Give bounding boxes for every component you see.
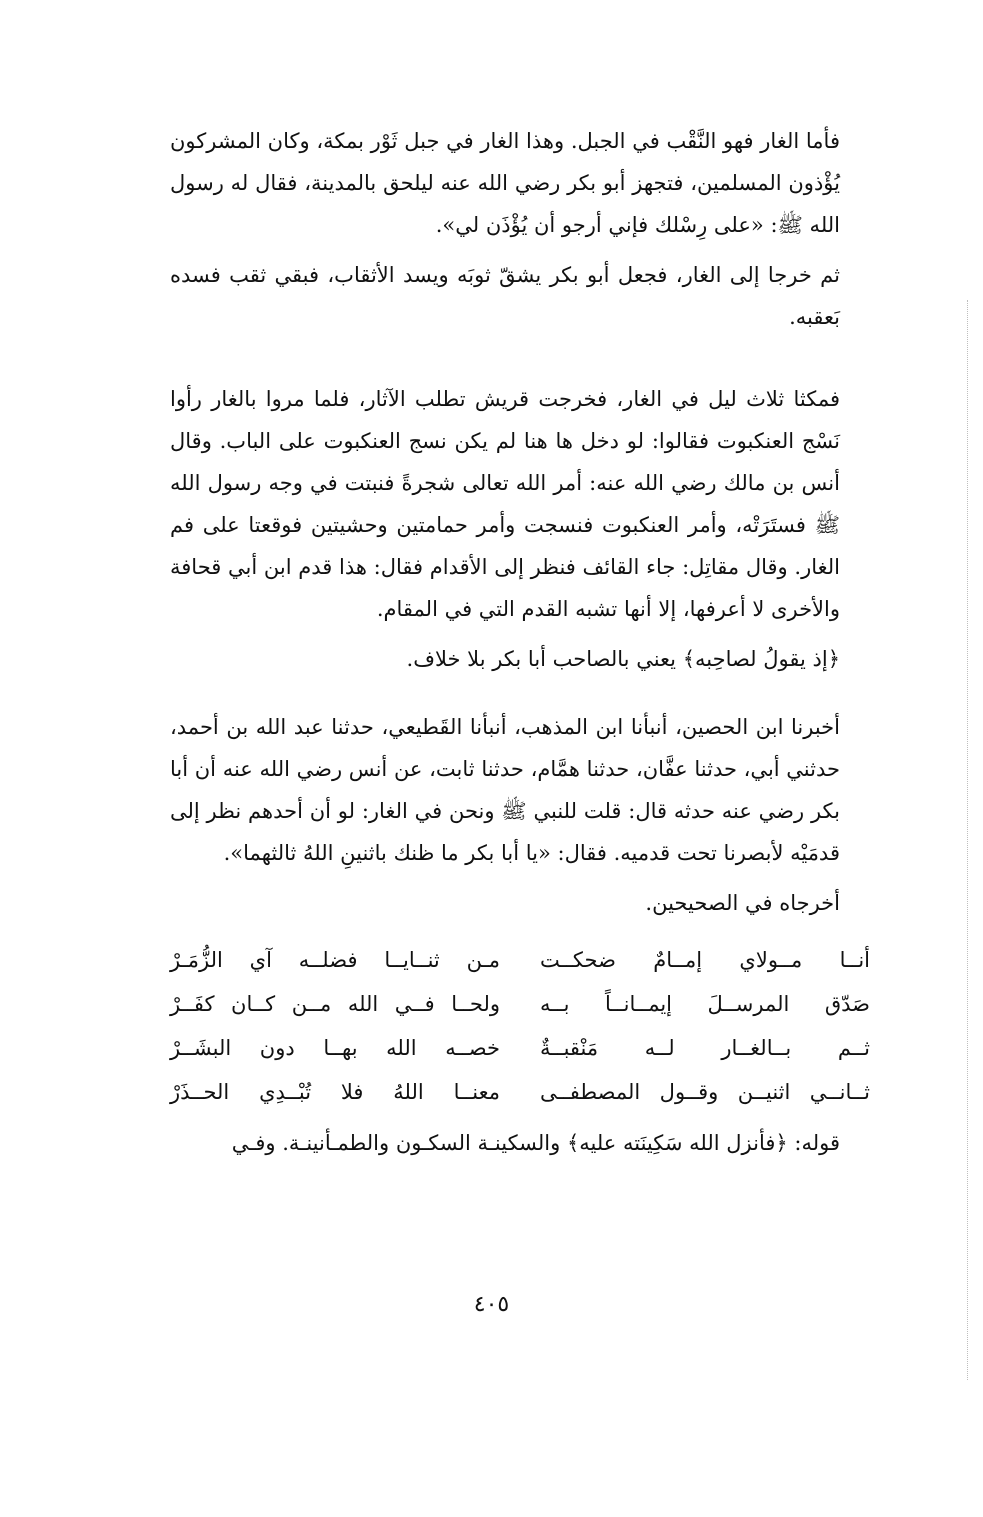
- spacer: [170, 338, 870, 378]
- verse-second-hemistich: معنــا اللهُ فلا تُبْــدِي الحــذَرْ: [170, 1080, 500, 1104]
- verse-row: [170, 1070, 870, 1114]
- spacer: [170, 680, 870, 706]
- verse-second-hemistich: خصــه الله بهــا دون البشَــرْ: [170, 1036, 500, 1060]
- spacer: [170, 874, 870, 882]
- spacer: [170, 246, 870, 254]
- poem-verses: [170, 938, 870, 1114]
- paragraph-leaving-to-cave: ثم خرجا إلى الغار، فجعل أبو بكر يشقّ ثوبَه ويسد الأثقاب، فبقي ثقب فسده بَعقبه.: [170, 263, 840, 329]
- paragraph-cave-description: فأما الغار فهو النَّقْب في الجبل. وهذا الغار في جبل ثَوْر بمكة، وكان المشركون يُؤْذون المسلمين، فتجهز أبو بكر رضي الله عنه ليلحق بالمدينة، فقال له رسول الله ﷺ: «على رِسْلك فإني أرجو أن يُؤْذَن لي».: [170, 129, 840, 237]
- page-body: [170, 120, 870, 1164]
- paragraph-quran-verse: ﴿إذ يقولُ لصاحِبه﴾ يعني بالصاحب أبا بكر بلا خلاف.: [406, 647, 840, 671]
- verse-first-hemistich: أنــا مــولاي إمــامٌ ضحكــت: [540, 948, 870, 972]
- verse-row: [170, 1026, 870, 1070]
- paragraph-sahihain: أخرجاه في الصحيحين.: [645, 891, 840, 915]
- scan-edge-line: [967, 300, 968, 1380]
- paragraph-three-nights: فمكثا ثلاث ليل في الغار، فخرجت قريش تطلب الآثار، فلما مروا بالغار رأوا نَسْج العنكبوت فقالوا: لو دخل ها هنا لم يكن نسج العنكبوت على الباب. وقال أنس بن مالك رضي الله عنه: أمر الله تعالى شجرةً فنبتت في وجه رسول الله ﷺ فستَرَتْه، وأمر العنكبوت فنسجت وأمر حمامتين وحشيتين فوقعتا على فم الغار. وقال مقاتِل: جاء القائف فنظر إلى الأقدام فقال: هذا قدم ابن أبي قحافة والأخرى لا أعرفها، إلا أنها تشبه القدم التي في المقام.: [170, 387, 840, 621]
- verse-first-hemistich: صَدّق المرســلَ إيمــانــاً بــه: [540, 992, 870, 1016]
- verse-first-hemistich: ثــانــي اثنيــن وقــول المصطفــى: [540, 1080, 870, 1104]
- verse-row: [170, 982, 870, 1026]
- page-number: ٤٠٥: [473, 1292, 510, 1317]
- spacer: [170, 1114, 870, 1122]
- verse-first-hemistich: ثــم بــالغــار لــه مَنْقبــةٌ: [540, 1036, 870, 1060]
- verse-row: [170, 938, 870, 982]
- paragraph-hadith-chain: أخبرنا ابن الحصين، أنبأنا ابن المذهب، أنبأنا القَطيعي، حدثنا عبد الله بن أحمد، حدثني أبي، حدثنا عفَّان، حدثنا همَّام، حدثنا ثابت، عن أنس رضي الله عنه أن أبا بكر رضي عنه حدثه قال: قلت للنبي ﷺ ونحن في الغار: لو أن أحدهم نظر إلى قدمَيْه لأبصرنا تحت قدميه. فقال: «يا أبا بكر ما ظنك باثنينِ اللهُ ثالثهما».: [170, 715, 840, 865]
- paragraph-sakina: قوله: ﴿فأنزل الله سَكِينَته عليه﴾ والسكينـة السكـون والطمـأنينـة. وفـي: [231, 1131, 840, 1155]
- verse-second-hemistich: مـن ثنــايــا فضلــه آي الزُّمَـرْ: [170, 948, 500, 972]
- verse-second-hemistich: ولحــا فــي الله مــن كــان كفَــرْ: [170, 992, 500, 1016]
- spacer: [170, 630, 870, 638]
